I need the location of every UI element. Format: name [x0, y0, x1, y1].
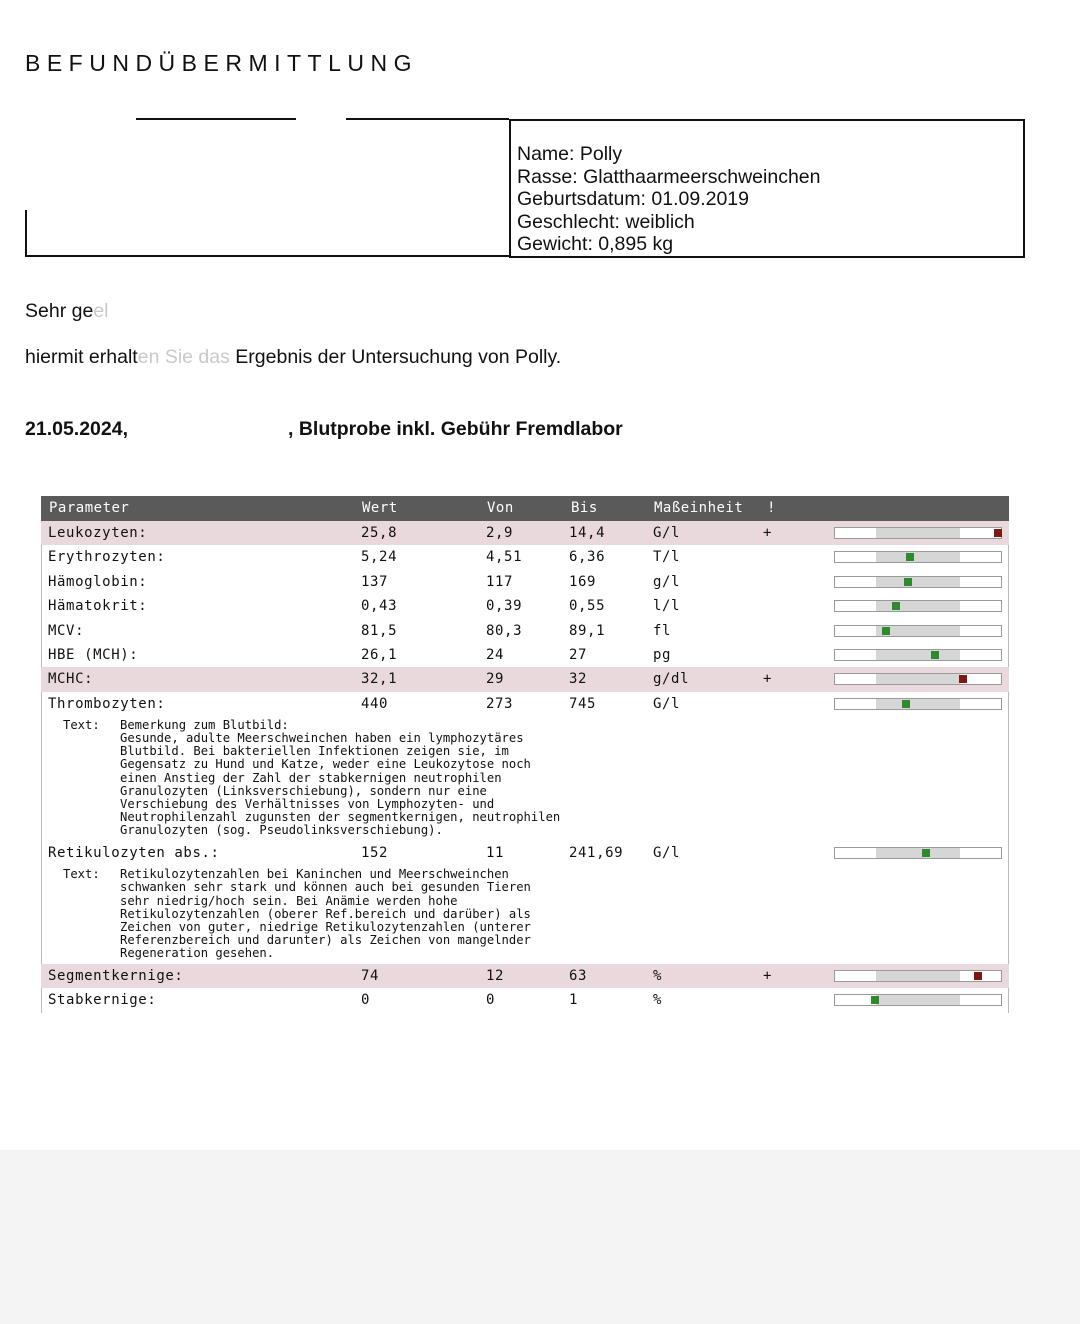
reference-range-fill: [876, 528, 960, 538]
salutation-faded: el: [93, 300, 109, 322]
cell-bis: 0,55: [569, 598, 606, 615]
cell-bis: 241,69: [569, 844, 624, 861]
value-marker: [902, 700, 910, 708]
cell-wert: 440: [361, 695, 389, 712]
cell-wert: 0: [361, 992, 371, 1009]
cell-bis: 169: [569, 573, 597, 590]
table-header: [41, 496, 1009, 521]
result-rows-group-2: [41, 964, 1009, 1013]
header-von: Von: [487, 500, 514, 516]
reference-range-bar: [834, 527, 1002, 539]
reference-range-bar: [834, 576, 1002, 588]
header-flag: !: [767, 500, 776, 516]
cell-bis: 745: [569, 695, 597, 712]
cell-bis: 27: [569, 646, 588, 663]
header-wert: Wert: [362, 500, 398, 516]
intro-sentence: [25, 346, 561, 369]
header-bis: Bis: [571, 500, 598, 516]
cell-bis: 89,1: [569, 622, 606, 639]
cell-parameter: MCV:: [48, 622, 85, 639]
header-unit: Maßeinheit: [654, 500, 744, 516]
reference-range-bar: [834, 970, 1002, 982]
reference-range-bar: [834, 673, 1002, 685]
reference-range-fill: [876, 552, 960, 562]
cell-unit: fl: [653, 622, 672, 639]
cell-wert: 137: [361, 573, 389, 590]
header-top-line-left: [136, 118, 296, 120]
cell-von: 11: [486, 844, 505, 861]
reference-range-bar: [834, 698, 1002, 710]
note-text: Bemerkung zum Blutbild: Gesunde, adulte Meerschweinchen haben ein lymphozytäres Blutbild. Bei bakteriellen Infektionen zeigen sie, im Gegensatz zu Hund und Katze, weder eine Leukozytose noch einen Anstieg der Zahl der stabkernigen neutrophilen Granulozyten (Linksverschiebung), sondern nur eine Verschiebung des Verhältnisses von Lymphozyten- und Neutrophilenzahl zugunsten der segmentkernigen, neutrophilen Granulozyten (sog. Pseudolinksverschiebung).: [120, 718, 561, 837]
cell-bis: 1: [569, 992, 579, 1009]
cell-von: 24: [486, 646, 505, 663]
patient-weight: Gewicht: 0,895 kg: [517, 233, 674, 256]
patient-details: [517, 143, 820, 256]
table-row: [41, 692, 1009, 716]
value-marker: [931, 651, 939, 659]
cell-parameter: Stabkernige:: [48, 992, 157, 1009]
value-marker: [922, 849, 930, 857]
cell-unit: G/l: [653, 844, 681, 861]
result-rows-reticulocytes: [41, 841, 1009, 865]
reference-range-bar: [834, 649, 1002, 661]
reference-range-fill: [876, 577, 960, 587]
cell-wert: 25,8: [361, 525, 398, 541]
value-marker: [892, 602, 900, 610]
cell-von: 12: [486, 968, 505, 985]
cell-flag: +: [763, 525, 773, 541]
cell-unit: l/l: [653, 598, 681, 615]
reference-range-fill: [876, 971, 960, 981]
table-row: [41, 521, 1009, 545]
reference-range-fill: [876, 674, 960, 684]
cell-unit: %: [653, 992, 663, 1009]
cell-parameter: Retikulozyten abs.:: [48, 844, 220, 861]
reticulocyte-note: [41, 865, 1009, 964]
reference-range-bar: [834, 600, 1002, 612]
cell-von: 117: [486, 573, 514, 590]
cell-wert: 152: [361, 844, 389, 861]
table-row: [41, 594, 1009, 618]
header-left-edge: [25, 210, 27, 256]
table-row: [41, 545, 1009, 569]
cell-unit: G/l: [653, 525, 681, 541]
note-label: Text:: [63, 718, 100, 733]
cell-wert: 26,1: [361, 646, 398, 663]
patient-sex: Geschlecht: weiblich: [517, 210, 695, 233]
value-marker: [906, 553, 914, 561]
cell-von: 273: [486, 695, 514, 712]
value-marker: [882, 627, 890, 635]
document-title: BEFUNDÜBERMITTLUNG: [25, 50, 419, 76]
cell-bis: 14,4: [569, 525, 606, 541]
cell-parameter: Hämatokrit:: [48, 598, 148, 615]
header-bottom-line: [25, 255, 509, 257]
cell-von: 2,9: [486, 525, 514, 541]
result-rows-group-1: [41, 521, 1009, 716]
table-row: [41, 667, 1009, 691]
cell-bis: 32: [569, 671, 588, 688]
exam-description: , Blutprobe inkl. Gebühr Fremdlabor: [288, 418, 623, 440]
lab-results-table: [41, 496, 1009, 1013]
cell-unit: g/l: [653, 573, 681, 590]
table-row: [41, 964, 1009, 988]
table-row: [41, 988, 1009, 1012]
intro-end: Ergebnis der Untersuchung von Polly.: [235, 346, 562, 368]
value-marker: [974, 972, 982, 980]
page-bottom-background: [0, 1150, 1080, 1324]
blood-count-note: [41, 716, 1009, 841]
reference-range-fill: [876, 650, 960, 660]
cell-flag: +: [763, 671, 773, 688]
exam-date: 21.05.2024,: [25, 418, 129, 440]
cell-von: 80,3: [486, 622, 523, 639]
cell-wert: 81,5: [361, 622, 398, 639]
cell-unit: g/dl: [653, 671, 690, 688]
cell-von: 0,39: [486, 598, 523, 615]
reference-range-bar: [834, 994, 1002, 1006]
cell-parameter: Leukozyten:: [48, 525, 148, 541]
reference-range-bar: [834, 551, 1002, 563]
patient-info-box: [509, 119, 1025, 258]
cell-parameter: Segmentkernige:: [48, 968, 184, 985]
value-marker: [959, 675, 967, 683]
table-row: [41, 570, 1009, 594]
cell-von: 0: [486, 992, 496, 1009]
cell-parameter: MCHC:: [48, 671, 94, 688]
cell-wert: 74: [361, 968, 380, 985]
reference-range-fill: [876, 995, 960, 1005]
cell-unit: %: [653, 968, 663, 985]
cell-wert: 5,24: [361, 549, 398, 566]
cell-unit: G/l: [653, 695, 681, 712]
cell-flag: +: [763, 968, 773, 985]
cell-bis: 6,36: [569, 549, 606, 566]
value-marker: [871, 996, 879, 1004]
cell-von: 4,51: [486, 549, 523, 566]
table-row: [41, 619, 1009, 643]
salutation: [25, 300, 109, 323]
cell-wert: 0,43: [361, 598, 398, 615]
intro-start: hiermit erhalt: [25, 346, 138, 368]
value-marker: [904, 578, 912, 586]
cell-parameter: HBE (MCH):: [48, 646, 139, 663]
cell-unit: T/l: [653, 549, 681, 566]
salutation-text: Sehr ge: [25, 300, 94, 322]
reference-range-bar: [834, 625, 1002, 637]
note-label: Text:: [63, 867, 100, 882]
note-text: Retikulozytenzahlen bei Kaninchen und Meerschweinchen schwanken sehr stark und können auch bei gesunden Tieren sehr niedrig/hoch sein. Bei Anämie werden hohe Retikulozytenzahlen (oberer Ref.bereich und darüber) als Zeichen von guter, niedrige Retikulozytenzahlen (unterer Referenzbereich und darunter) als Zeichen von mangelnder Regeneration gesehen.: [120, 867, 531, 960]
header-top-line-mid: [346, 118, 509, 120]
cell-parameter: Thrombozyten:: [48, 695, 166, 712]
cell-wert: 32,1: [361, 671, 398, 688]
reference-range-fill: [876, 699, 960, 709]
patient-name: Name: Polly: [517, 143, 623, 165]
intro-faded: en Sie das: [137, 346, 236, 368]
cell-parameter: Hämoglobin:: [48, 573, 148, 590]
table-row: [41, 841, 1009, 865]
cell-von: 29: [486, 671, 505, 688]
reference-range-fill: [876, 601, 960, 611]
reference-range-fill: [876, 848, 960, 858]
cell-unit: pg: [653, 646, 672, 663]
cell-bis: 63: [569, 968, 588, 985]
header-parameter: Parameter: [49, 500, 130, 516]
value-marker: [994, 529, 1002, 537]
table-row: [41, 643, 1009, 667]
reference-range-bar: [834, 847, 1002, 859]
patient-birthdate: Geburtsdatum: 01.09.2019: [517, 188, 749, 211]
cell-parameter: Erythrozyten:: [48, 549, 166, 566]
patient-breed: Rasse: Glatthaarmeerschweinchen: [517, 165, 821, 188]
